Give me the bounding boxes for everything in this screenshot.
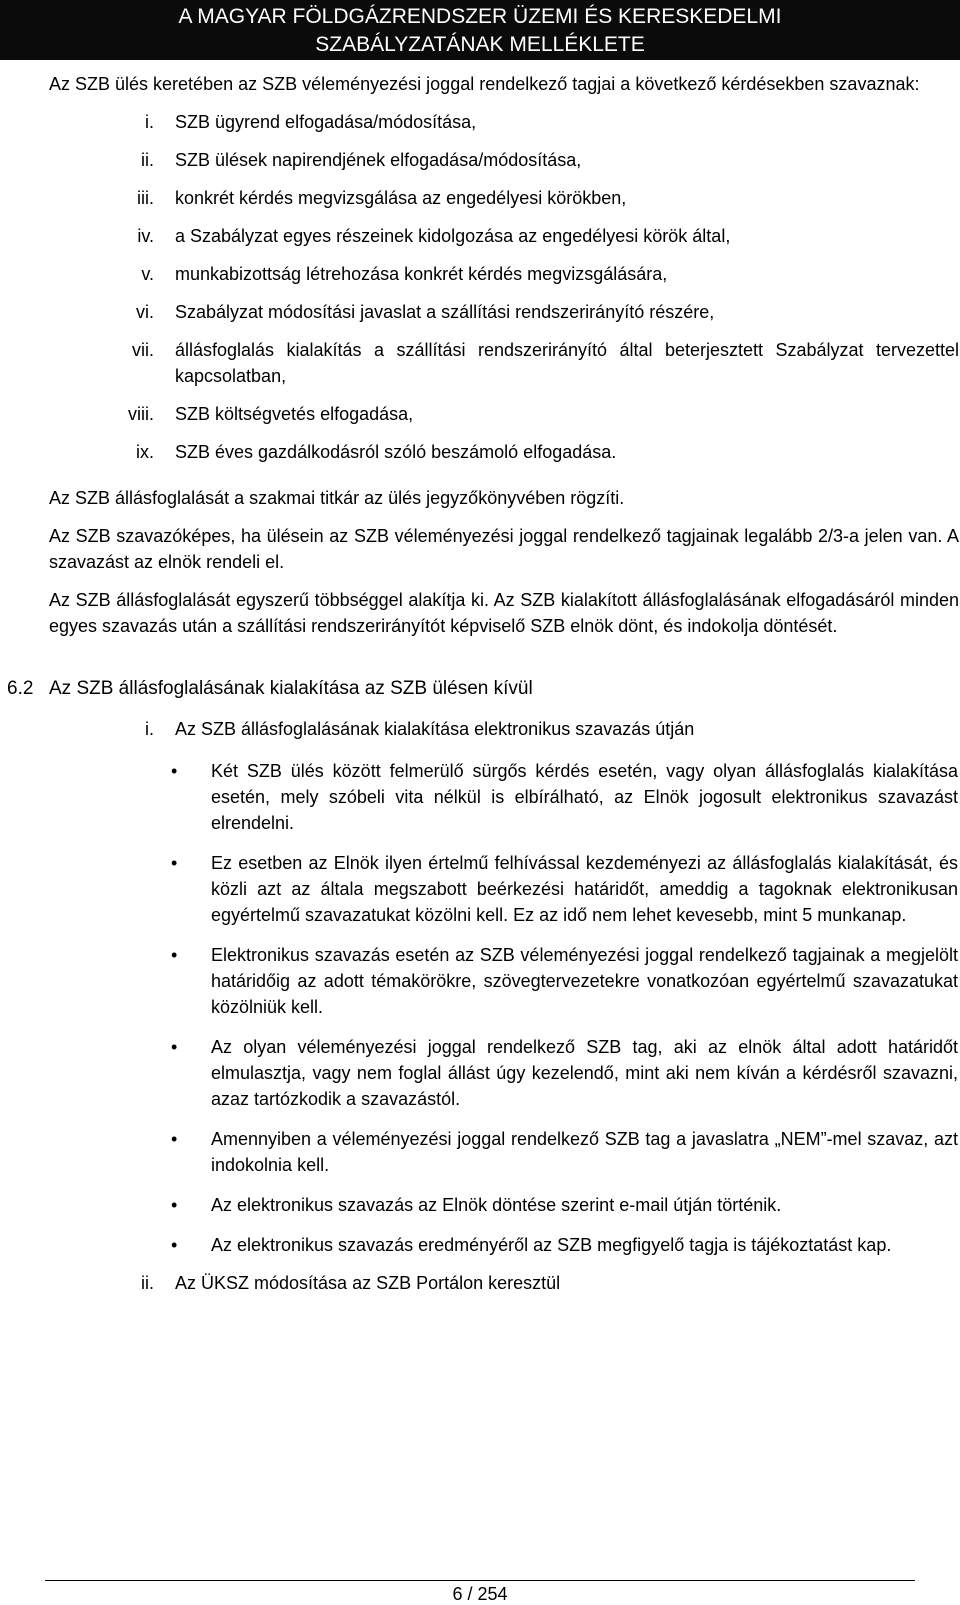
list-item-text: állásfoglalás kialakítás a szállítási rendszerirányító által beterjesztett Szabályzat tervezettel kapcsolatban, (175, 340, 959, 386)
sub-item (49, 716, 959, 742)
bullet-icon: • (171, 853, 178, 873)
paragraph-minutes: Az SZB állásfoglalását a szakmai titkár az ülés jegyzőkönyvében rögzíti. (49, 488, 625, 508)
list-item (49, 337, 959, 389)
bullet-item (49, 758, 959, 836)
document-header (0, 0, 960, 60)
list-item-number: i. (145, 112, 154, 132)
bullet-text: Két SZB ülés között felmerülő sürgős kérdés esetén, vagy olyan állásfoglalás kialakítása esetén, mely szóbeli vita nélkül is elbírálható, az Elnök jogosult elektronikus szavazást elrendelni. (211, 761, 958, 833)
bullet-icon: • (171, 1195, 178, 1215)
bullet-item (49, 1232, 959, 1258)
document-body (7, 71, 959, 1296)
list-item-number: ix. (136, 442, 154, 462)
bullet-list (49, 758, 959, 1258)
bullet-text: Az olyan véleményezési joggal rendelkező SZB tag, aki az elnök által adott határidőt elmulasztja, vagy nem foglal állást úgy kezelendő, mint aki nem kíván a kérdésről szavazni, azaz tartózkodik a szavazástól. (211, 1037, 958, 1109)
sub-item-text: Az SZB állásfoglalásának kialakítása elektronikus szavazás útján (175, 719, 695, 739)
list-item (49, 261, 959, 287)
list-item (49, 299, 959, 325)
list-item (49, 223, 959, 249)
bullet-text: Az elektronikus szavazás eredményéről az SZB megfigyelő tagja is tájékoztatást kap. (211, 1235, 892, 1255)
footer-divider (45, 1580, 915, 1581)
bullet-text: Ez esetben az Elnök ilyen értelmű felhívással kezdeményezi az állásfoglalás kialakítását, és közli azt az általa megszabott beérkezési határidőt, ameddig a tagoknak elektronikusan egyértelmű szavazatukat közölni kell. Ez az idő nem lehet kevesebb, mint 5 munkanap. (211, 853, 958, 925)
list-item-text: SZB költségvetés elfogadása, (175, 404, 414, 424)
section-title: Az SZB állásfoglalásának kialakítása az SZB ülésen kívül (49, 678, 533, 699)
list-item-number: iii. (137, 188, 154, 208)
bullet-text: Az elektronikus szavazás az Elnök döntése szerint e-mail útján történik. (211, 1195, 782, 1215)
bullet-item (49, 1034, 959, 1112)
page-number: 6 / 254 (452, 1584, 508, 1604)
list-item-text: SZB éves gazdálkodásról szóló beszámoló elfogadása. (175, 442, 617, 462)
list-item-text: SZB ülések napirendjének elfogadása/módosítása, (175, 150, 582, 170)
list-item-number: viii. (128, 404, 154, 424)
bullet-icon: • (171, 1129, 178, 1149)
bullet-item (49, 1126, 959, 1178)
list-item (49, 439, 959, 465)
list-item-number: v. (141, 264, 154, 284)
list-item (49, 109, 959, 135)
sub-item-number: ii. (141, 1273, 154, 1293)
list-item-text: Szabályzat módosítási javaslat a szállítási rendszerirányító részére, (175, 302, 715, 322)
list-item-text: konkrét kérdés megvizsgálása az engedélyesi körökben, (175, 188, 627, 208)
list-item-text: munkabizottság létrehozása konkrét kérdés megvizsgálására, (175, 264, 668, 284)
intro-paragraph: Az SZB ülés keretében az SZB véleményezési joggal rendelkező tagjai a következő kérdésekben szavaznak: (49, 74, 920, 94)
bullet-icon: • (171, 1037, 178, 1057)
bullet-icon: • (171, 1235, 178, 1255)
bullet-item (49, 850, 959, 928)
header-title-line2: SZABÁLYZATÁNAK MELLÉKLETE (315, 33, 645, 56)
header-title-line1: A MAGYAR FÖLDGÁZRENDSZER ÜZEMI ÉS KERESKEDELMI (178, 5, 782, 28)
paragraph-majority: Az SZB állásfoglalását egyszerű többséggel alakítja ki. Az SZB kialakított állásfoglalásának elfogadásáról minden egyes szavazás után a szállítási rendszerirányítót képviselő SZB elnök dönt, és indokolja döntését. (49, 590, 959, 636)
section-number: 6.2 (7, 678, 34, 699)
section-heading (7, 676, 959, 702)
list-item-text: SZB ügyrend elfogadása/módosítása, (175, 112, 477, 132)
list-item (49, 147, 959, 173)
list-item-number: iv. (137, 226, 154, 246)
sub-item (49, 1270, 959, 1296)
list-item-number: vii. (132, 340, 154, 360)
list-item (49, 401, 959, 427)
bullet-icon: • (171, 945, 178, 965)
bullet-item (49, 942, 959, 1020)
bullet-icon: • (171, 761, 178, 781)
bullet-text: Amennyiben a véleményezési joggal rendelkező SZB tag a javaslatra „NEM”-mel szavaz, azt indokolnia kell. (211, 1129, 958, 1175)
list-item-number: ii. (141, 150, 154, 170)
paragraph-quorum: Az SZB szavazóképes, ha ülésein az SZB véleményezési joggal rendelkező tagjainak legalább 2/3-a jelen van. A szavazást az elnök rendeli el. (49, 526, 959, 572)
bullet-item (49, 1192, 959, 1218)
bullet-text: Elektronikus szavazás esetén az SZB véleményezési joggal rendelkező tagjainak a megjelölt határidőig az adott témakörökre, szövegtervezetekre vonatkozóan egyértelmű szavazatukat közölniük kell. (211, 945, 958, 1017)
list-item (49, 185, 959, 211)
vote-items-list (49, 109, 959, 465)
list-item-number: vi. (136, 302, 154, 322)
sub-item-number: i. (145, 719, 154, 739)
sub-item-text: Az ÜKSZ módosítása az SZB Portálon keresztül (175, 1273, 561, 1293)
list-item-text: a Szabályzat egyes részeinek kidolgozása az engedélyesi körök által, (175, 226, 731, 246)
